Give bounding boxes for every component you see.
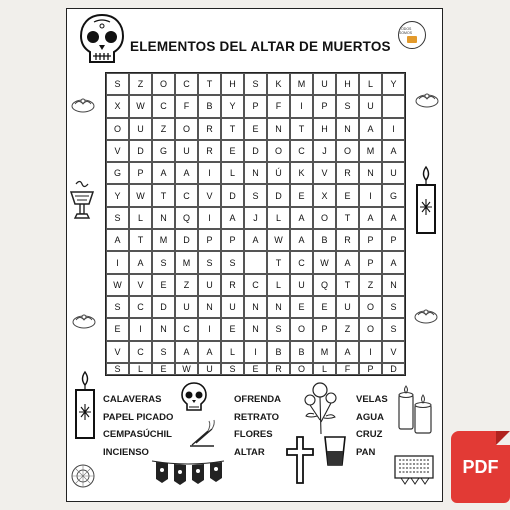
grid-cell: S <box>106 207 129 229</box>
sugar-skull-icon <box>76 12 128 68</box>
grid-cell: B <box>198 95 221 117</box>
grid-cell: D <box>175 229 198 251</box>
grid-cell: A <box>175 341 198 363</box>
grid-cell: R <box>336 229 359 251</box>
grid-cell: T <box>267 251 290 273</box>
grid-cell: T <box>152 184 175 206</box>
candle-icon <box>414 165 438 237</box>
grid-cell: U <box>175 140 198 162</box>
grid-cell: A <box>382 251 405 273</box>
pan-de-muerto-icon <box>70 95 96 113</box>
grid-cell: W <box>313 251 336 273</box>
grid-cell: A <box>336 251 359 273</box>
grid-cell: S <box>267 318 290 340</box>
grid-cell: D <box>152 296 175 318</box>
grid-cell: N <box>359 162 382 184</box>
grid-cell: I <box>382 118 405 140</box>
grid-cell: I <box>198 162 221 184</box>
grid-cell: S <box>336 95 359 117</box>
grid-cell: A <box>129 251 152 273</box>
grid-cell: P <box>313 95 336 117</box>
book-icon <box>407 36 417 43</box>
grid-cell: A <box>244 229 267 251</box>
grid-cell: E <box>244 118 267 140</box>
grid-cell: C <box>129 296 152 318</box>
pan-de-muerto-icon <box>414 90 440 108</box>
grid-cell: P <box>359 251 382 273</box>
grid-cell: E <box>290 184 313 206</box>
grid-cell: R <box>336 162 359 184</box>
grid-cell: O <box>290 363 313 375</box>
grid-cell: P <box>129 162 152 184</box>
grid-cell: X <box>313 184 336 206</box>
brand-logo <box>398 21 426 49</box>
grid-cell: P <box>244 95 267 117</box>
water-glass-icon <box>323 435 347 467</box>
grid-cell: I <box>290 95 313 117</box>
grid-cell: A <box>221 207 244 229</box>
grid-cell: S <box>106 296 129 318</box>
grid-cell: I <box>359 341 382 363</box>
word-item: VELAS <box>356 394 388 405</box>
grid-cell: W <box>129 95 152 117</box>
grid-cell: I <box>244 341 267 363</box>
grid-cell: M <box>313 341 336 363</box>
grid-cell: E <box>106 318 129 340</box>
grid-cell: A <box>175 162 198 184</box>
grid-cell: A <box>106 229 129 251</box>
grid-cell: L <box>129 363 152 375</box>
grid-cell: U <box>336 296 359 318</box>
grid-cell: B <box>290 341 313 363</box>
grid-cell: G <box>152 140 175 162</box>
grid-cell: F <box>267 95 290 117</box>
grid-cell: W <box>267 229 290 251</box>
grid-cell: Y <box>382 73 405 95</box>
grid-cell: O <box>175 118 198 140</box>
grid-cell: Ú <box>267 162 290 184</box>
grid-cell: M <box>175 251 198 273</box>
grid-cell: E <box>152 363 175 375</box>
grid-cell: D <box>221 184 244 206</box>
grid-cell: O <box>359 318 382 340</box>
grid-cell: E <box>152 274 175 296</box>
candle-icon <box>73 370 97 442</box>
grid-cell: A <box>290 229 313 251</box>
grid-cell: N <box>198 296 221 318</box>
pan-de-muerto-icon <box>413 306 439 324</box>
grid-cell: M <box>359 140 382 162</box>
grid-cell: J <box>313 140 336 162</box>
grid-cell: N <box>152 318 175 340</box>
grid-cell: I <box>106 251 129 273</box>
grid-cell: C <box>290 140 313 162</box>
grid-cell: L <box>129 207 152 229</box>
grid-cell: A <box>359 207 382 229</box>
grid-cell: L <box>267 207 290 229</box>
grid-cell: U <box>198 363 221 375</box>
word-item: PAPEL PICADO <box>103 411 174 423</box>
grid-cell: R <box>267 363 290 375</box>
grid-cell: R <box>221 274 244 296</box>
grid-cell: P <box>359 229 382 251</box>
word-item: PAN <box>356 446 376 458</box>
grid-cell: N <box>244 318 267 340</box>
pan-de-muerto-icon <box>71 311 97 329</box>
word-item: FLORES <box>234 429 273 440</box>
grid-cell: A <box>359 118 382 140</box>
grid-cell: A <box>290 207 313 229</box>
papel-picado-icon <box>393 452 435 486</box>
grid-cell: C <box>175 184 198 206</box>
pdf-fold-icon <box>496 431 510 445</box>
grid-cell: G <box>106 162 129 184</box>
grid-cell: P <box>382 229 405 251</box>
grid-cell: N <box>267 296 290 318</box>
papel-picado-icon <box>150 455 226 487</box>
grid-cell: H <box>221 73 244 95</box>
pdf-badge-label: PDF <box>462 457 499 477</box>
grid-cell: I <box>198 207 221 229</box>
grid-cell: D <box>129 140 152 162</box>
page-title: ELEMENTOS DEL ALTAR DE MUERTOS <box>130 39 391 54</box>
grid-cell: U <box>359 95 382 117</box>
grid-cell: S <box>382 296 405 318</box>
word-list-column-1 <box>103 391 173 461</box>
grid-cell: V <box>129 274 152 296</box>
grid-cell: H <box>313 118 336 140</box>
grid-cell: E <box>313 296 336 318</box>
grid-cell: C <box>244 274 267 296</box>
grid-cell: E <box>221 318 244 340</box>
word-item: CRUZ <box>356 429 383 440</box>
grid-cell: T <box>336 207 359 229</box>
grid-cell: Z <box>152 118 175 140</box>
grid-cell: B <box>313 229 336 251</box>
word-list-column-3 <box>356 391 388 461</box>
pdf-badge[interactable] <box>451 431 510 503</box>
grid-cell: O <box>152 73 175 95</box>
word-item: OFRENDA <box>234 394 281 405</box>
grid-cell: Y <box>221 95 244 117</box>
grid-cell: D <box>244 140 267 162</box>
grid-cell: U <box>221 296 244 318</box>
grid-cell: L <box>267 274 290 296</box>
grid-cell: L <box>313 363 336 375</box>
grid-cell: V <box>106 341 129 363</box>
grid-cell: C <box>152 95 175 117</box>
grid-cell: S <box>152 251 175 273</box>
grid-cell: W <box>106 274 129 296</box>
grid-cell: V <box>198 184 221 206</box>
grid-cell: U <box>382 162 405 184</box>
marigold-icon <box>300 380 342 436</box>
grid-cell: F <box>175 95 198 117</box>
grid-cell: E <box>336 184 359 206</box>
grid-cell: S <box>221 251 244 273</box>
grid-cell: N <box>336 118 359 140</box>
grid-cell: S <box>382 318 405 340</box>
word-list-column-2 <box>234 391 281 461</box>
grid-cell: U <box>129 118 152 140</box>
grid-cell: P <box>359 363 382 375</box>
incense-burner-icon <box>68 178 96 226</box>
grid-cell: N <box>267 118 290 140</box>
grid-cell: U <box>175 296 198 318</box>
grid-cell: R <box>198 140 221 162</box>
grid-cell: C <box>175 73 198 95</box>
grid-cell: S <box>244 73 267 95</box>
grid-cell: C <box>290 251 313 273</box>
grid-cell: T <box>290 118 313 140</box>
grid-cell: D <box>267 184 290 206</box>
grid-cell: V <box>106 140 129 162</box>
word-item: ALTAR <box>234 446 265 458</box>
grid-cell: E <box>290 296 313 318</box>
word-search-grid <box>105 72 406 376</box>
grid-cell: Z <box>336 318 359 340</box>
grid-cell: A <box>336 341 359 363</box>
grid-cell: R <box>198 118 221 140</box>
grid-cell: P <box>313 318 336 340</box>
grid-cell <box>382 95 405 117</box>
grid-cell: I <box>359 184 382 206</box>
logo-text: TODOS SOMOS <box>399 27 413 35</box>
grid-cell: W <box>175 363 198 375</box>
grid-cell: H <box>336 73 359 95</box>
grid-cell: U <box>313 73 336 95</box>
grid-cell: Z <box>175 274 198 296</box>
grid-cell: Z <box>129 73 152 95</box>
grid-cell: S <box>106 363 129 375</box>
word-item: CALAVERAS <box>103 394 162 405</box>
grid-cell: C <box>175 318 198 340</box>
grid-cell: P <box>198 229 221 251</box>
grid-cell: M <box>152 229 175 251</box>
grid-cell: V <box>313 162 336 184</box>
grid-cell: T <box>221 118 244 140</box>
grid-cell: P <box>221 229 244 251</box>
word-item: AGUA <box>356 411 384 423</box>
grid-cell: L <box>359 73 382 95</box>
grid-cell: X <box>106 95 129 117</box>
grid-cell: Y <box>106 184 129 206</box>
grid-cell: O <box>267 140 290 162</box>
candle-icon <box>395 385 437 437</box>
grid-cell <box>244 251 267 273</box>
grid-cell: A <box>382 140 405 162</box>
grid-cell: U <box>290 274 313 296</box>
grid-cell: N <box>382 274 405 296</box>
grid-cell: K <box>290 162 313 184</box>
word-item: INCIENSO <box>103 446 149 458</box>
grid-cell: L <box>221 341 244 363</box>
grid-cell: E <box>221 140 244 162</box>
grid-cell: T <box>129 229 152 251</box>
grid-cell: S <box>152 341 175 363</box>
grid-cell: D <box>382 363 405 375</box>
grid-cell: O <box>336 140 359 162</box>
grid-cell: K <box>267 73 290 95</box>
pan-de-muerto-icon <box>70 463 96 489</box>
grid-cell: J <box>244 207 267 229</box>
grid-cell: T <box>336 274 359 296</box>
grid-cell: Q <box>313 274 336 296</box>
grid-cell: O <box>313 207 336 229</box>
grid-cell: N <box>244 296 267 318</box>
grid-cell: N <box>152 207 175 229</box>
grid-cell: I <box>129 318 152 340</box>
grid-cell: L <box>221 162 244 184</box>
grid-cell: M <box>290 73 313 95</box>
cross-icon <box>285 435 315 485</box>
grid-cell: S <box>106 73 129 95</box>
grid-cell: T <box>198 73 221 95</box>
grid-cell: Z <box>359 274 382 296</box>
grid-cell: E <box>244 363 267 375</box>
grid-cell: S <box>198 251 221 273</box>
grid-cell: U <box>198 274 221 296</box>
sugar-skull-icon <box>179 381 209 413</box>
grid-cell: A <box>152 162 175 184</box>
grid-cell: G <box>382 184 405 206</box>
grid-cell: F <box>336 363 359 375</box>
word-item: RETRATO <box>234 411 280 423</box>
grid-cell: C <box>129 341 152 363</box>
grid-cell: S <box>244 184 267 206</box>
grid-cell: I <box>198 318 221 340</box>
grid-cell: O <box>359 296 382 318</box>
grid-cell: B <box>267 341 290 363</box>
grid-cell: O <box>290 318 313 340</box>
grid-cell: Q <box>175 207 198 229</box>
grid-cell: W <box>129 184 152 206</box>
grid-cell: A <box>382 207 405 229</box>
incense-burner-icon <box>188 419 218 449</box>
grid-cell: V <box>382 341 405 363</box>
grid-cell: N <box>244 162 267 184</box>
grid-cell: S <box>221 363 244 375</box>
grid-cell: O <box>106 118 129 140</box>
grid-cell: A <box>198 341 221 363</box>
word-item: CEMPASÚCHIL <box>103 429 172 440</box>
